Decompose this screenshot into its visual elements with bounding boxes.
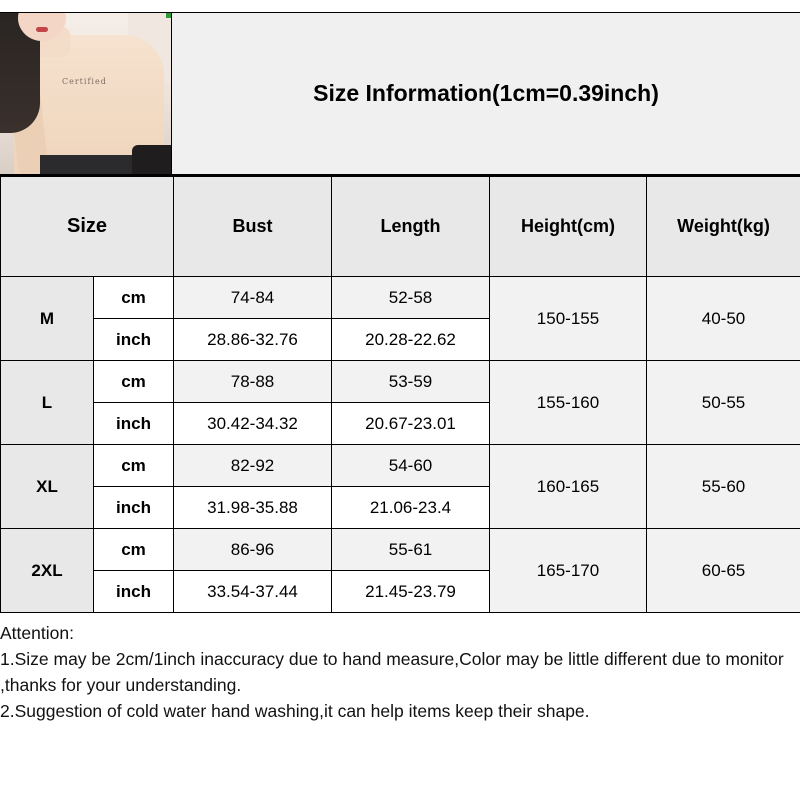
- length-cm-cell: 54-60: [332, 445, 490, 487]
- length-inch-cell: 20.67-23.01: [332, 403, 490, 445]
- bust-inch-cell: 30.42-34.32: [174, 403, 332, 445]
- unit-label-cm: cm: [94, 445, 174, 487]
- length-cm-cell: 55-61: [332, 529, 490, 571]
- table-row: [1, 277, 800, 319]
- bag-shape: [132, 145, 172, 174]
- attention-notes: [0, 620, 800, 724]
- bust-cm-cell: 78-88: [174, 361, 332, 403]
- header-band: [0, 12, 800, 176]
- col-header-weight: Weight(kg): [647, 177, 800, 277]
- note-line-2: 2.Suggestion of cold water hand washing,it can help items keep their shape.: [0, 701, 590, 721]
- height-cell: 160-165: [490, 445, 647, 529]
- weight-cell: 60-65: [647, 529, 800, 613]
- size-table: [0, 176, 800, 613]
- table-header-row: [1, 177, 800, 277]
- bust-inch-cell: 33.54-37.44: [174, 571, 332, 613]
- bust-cm-cell: 82-92: [174, 445, 332, 487]
- unit-label-cm: cm: [94, 277, 174, 319]
- weight-cell: 55-60: [647, 445, 800, 529]
- table-row: [1, 529, 800, 571]
- col-header-height: Height(cm): [490, 177, 647, 277]
- unit-label-inch: inch: [94, 571, 174, 613]
- length-cm-cell: 52-58: [332, 277, 490, 319]
- bust-inch-cell: 28.86-32.76: [174, 319, 332, 361]
- page-title: Size Information(1cm=0.39inch): [313, 80, 659, 106]
- length-inch-cell: 20.28-22.62: [332, 319, 490, 361]
- corner-marker: [166, 13, 172, 18]
- bust-inch-cell: 31.98-35.88: [174, 487, 332, 529]
- unit-label-inch: inch: [94, 319, 174, 361]
- height-cell: 165-170: [490, 529, 647, 613]
- unit-label-cm: cm: [94, 529, 174, 571]
- bust-cm-cell: 74-84: [174, 277, 332, 319]
- col-header-length: Length: [332, 177, 490, 277]
- weight-cell: 40-50: [647, 277, 800, 361]
- note-line-1: 1.Size may be 2cm/1inch inaccuracy due to hand measure,Color may be little different due to monitor ,thanks for your understanding.: [0, 649, 784, 695]
- height-cell: 155-160: [490, 361, 647, 445]
- height-cell: 150-155: [490, 277, 647, 361]
- col-header-size: Size: [1, 177, 174, 277]
- notes-heading: Attention:: [0, 623, 74, 643]
- unit-label-cm: cm: [94, 361, 174, 403]
- table-row: [1, 445, 800, 487]
- unit-label-inch: inch: [94, 403, 174, 445]
- length-inch-cell: 21.45-23.79: [332, 571, 490, 613]
- bust-cm-cell: 86-96: [174, 529, 332, 571]
- unit-label-inch: inch: [94, 487, 174, 529]
- size-label: XL: [1, 445, 94, 529]
- col-header-bust: Bust: [174, 177, 332, 277]
- length-cm-cell: 53-59: [332, 361, 490, 403]
- size-label: 2XL: [1, 529, 94, 613]
- weight-cell: 50-55: [647, 361, 800, 445]
- shirt-print-text: Certified: [62, 77, 107, 86]
- size-label: M: [1, 277, 94, 361]
- size-label: L: [1, 361, 94, 445]
- table-row: [1, 361, 800, 403]
- product-photo: [0, 13, 172, 174]
- length-inch-cell: 21.06-23.4: [332, 487, 490, 529]
